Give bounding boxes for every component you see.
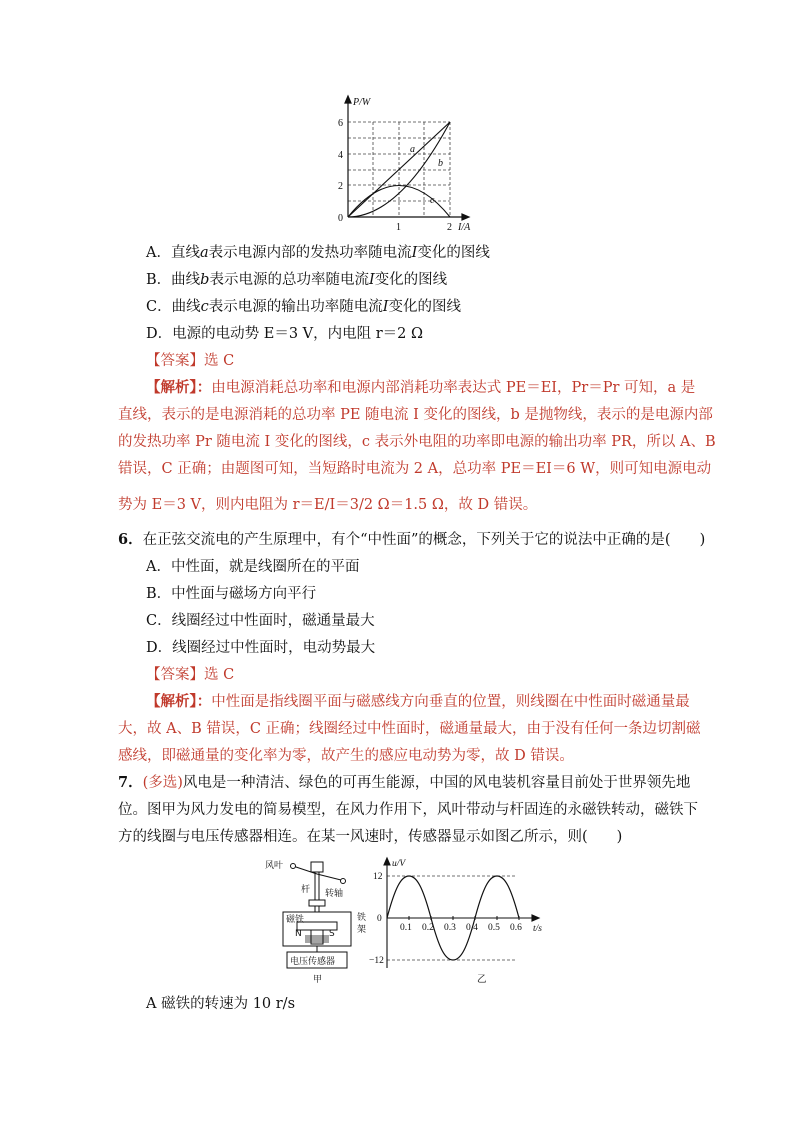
x-tick-2: 2 — [447, 222, 452, 233]
q7-tag: (多选) — [142, 775, 183, 791]
t-tick-0-2: 0.2 — [422, 923, 434, 933]
q6-analysis-label: 【解析】： — [146, 693, 212, 710]
label-n: N — [295, 929, 302, 939]
curve-label-a: a — [410, 144, 415, 155]
power-current-graph — [330, 92, 480, 240]
t-tick-0-6: 0.6 — [510, 923, 522, 933]
label-citie: 磁铁 — [286, 915, 305, 925]
q6-option-d: D．线圈经过中性面时，电动势最大 — [146, 640, 376, 656]
t-tick-0-3: 0.3 — [444, 923, 456, 933]
q7-stem-line-2: 位。图甲为风力发电的简易模型，在风力作用下，风叶带动与杆固连的永磁铁转动，磁铁下 — [118, 802, 698, 818]
y-tick-0: 0 — [338, 213, 343, 224]
q5-option-b: B．曲线b表示电源的总功率随电流I变化的图线 — [146, 272, 448, 288]
q5-answer: 【答案】选 C — [146, 353, 235, 369]
label-fengye: 风叶 — [265, 861, 284, 871]
caption-yi: 乙 — [477, 974, 487, 985]
t-tick-0-4: 0.4 — [466, 923, 478, 933]
y-tick-2: 2 — [338, 181, 343, 192]
y-tick-6: 6 — [338, 118, 343, 129]
q5-analysis-line-2: 直线，表示的是电源消耗的总功率 PE 随电流 I 变化的图线，b 是抛物线，表示的是电源内部 — [118, 407, 713, 423]
u-tick-neg12: −12 — [369, 956, 384, 966]
curve-label-b: b — [438, 158, 443, 169]
x-axis-label: I/A — [458, 222, 471, 233]
q6-number: 6． — [118, 531, 143, 548]
y-tick-4: 4 — [338, 150, 343, 161]
t-tick-0-5: 0.5 — [488, 923, 500, 933]
q7-number: 7． — [118, 774, 143, 791]
q5-option-a: A．直线a表示电源内部的发热功率随电流I变化的图线 — [146, 245, 490, 261]
u-tick-0: 0 — [377, 914, 382, 924]
q5-analysis-label: 【解析】： — [146, 379, 212, 396]
voltage-time-graph — [365, 856, 560, 986]
q6-analysis-line-3: 感线，即磁通量的变化率为零，故产生的感应电动势为零，故 D 错误。 — [118, 748, 574, 764]
wind-generator-diagram — [265, 856, 375, 986]
q5-analysis-line-3: 的发热功率 Pr 随电流 I 变化的图线，c 表示外电阻的功率即电源的输出功率 PR，所以 A、B — [118, 434, 716, 450]
q5-analysis-line-1: 【解析】：由电源消耗总功率和电源内部消耗功率表达式 PE＝EI，Pr＝Pr 可知，a 是 — [146, 379, 696, 396]
q6-analysis-line-2: 大，故 A、B 错误，C 正确；线圈经过中性面时，磁通量最大，由于没有任何一条边切割磁 — [118, 721, 701, 737]
q6-option-c: C．线圈经过中性面时，磁通量最大 — [146, 613, 375, 629]
q5-analysis-line-4: 错误，C 正确；由题图可知，当短路时电流为 2 A，总功率 PE＝EI＝6 W，则可知电源电动 — [118, 461, 712, 477]
label-sensor: 电压传感器 — [290, 957, 336, 967]
label-gan: 杆 — [301, 885, 311, 895]
q6-answer: 【答案】选 C — [146, 667, 235, 683]
q7-stem-line-3: 方的线圈与电压传感器相连。在某一风速时，传感器显示如图乙所示，则( ) — [118, 829, 623, 845]
label-tie: 铁 — [357, 913, 367, 923]
t-axis-label: t/s — [533, 924, 542, 934]
label-zhuanzhou: 转轴 — [325, 889, 344, 899]
x-tick-1: 1 — [396, 222, 401, 233]
q5-analysis-line-5: 势为 E＝3 V，则内电阻为 r＝E/I＝3/2 Ω＝1.5 Ω，故 D 错误。 — [118, 497, 538, 513]
u-tick-12: 12 — [373, 872, 383, 882]
q6-stem: 6．在正弦交流电的产生原理中，有个“中性面”的概念，下列关于它的说法中正确的是( ) — [118, 531, 706, 548]
t-tick-0-1: 0.1 — [400, 923, 412, 933]
caption-jia: 甲 — [313, 975, 323, 985]
q6-option-b: B．中性面与磁场方向平行 — [146, 586, 317, 602]
label-s: S — [329, 929, 335, 939]
q7-option-a: A 磁铁的转速为 10 r/s — [146, 996, 296, 1012]
label-jia: 架 — [357, 925, 367, 935]
curve-label-c: c — [430, 195, 435, 206]
q5-option-d: D．电源的电动势 E＝3 V，内电阻 r＝2 Ω — [146, 326, 424, 342]
q7-stem-line-1: 7．(多选)风电是一种清洁、绿色的可再生能源，中国的风电装机容量目前处于世界领先地 — [118, 774, 691, 791]
u-axis-label: u/V — [392, 859, 406, 869]
q5-option-c: C．曲线c表示电源的输出功率随电流I变化的图线 — [146, 299, 461, 315]
q6-analysis-line-1: 【解析】：中性面是指线圈平面与磁感线方向垂直的位置，则线圈在中性面时磁通量最 — [146, 693, 690, 710]
y-axis-label: P/W — [353, 97, 371, 108]
q6-option-a: A．中性面，就是线圈所在的平面 — [146, 559, 360, 575]
